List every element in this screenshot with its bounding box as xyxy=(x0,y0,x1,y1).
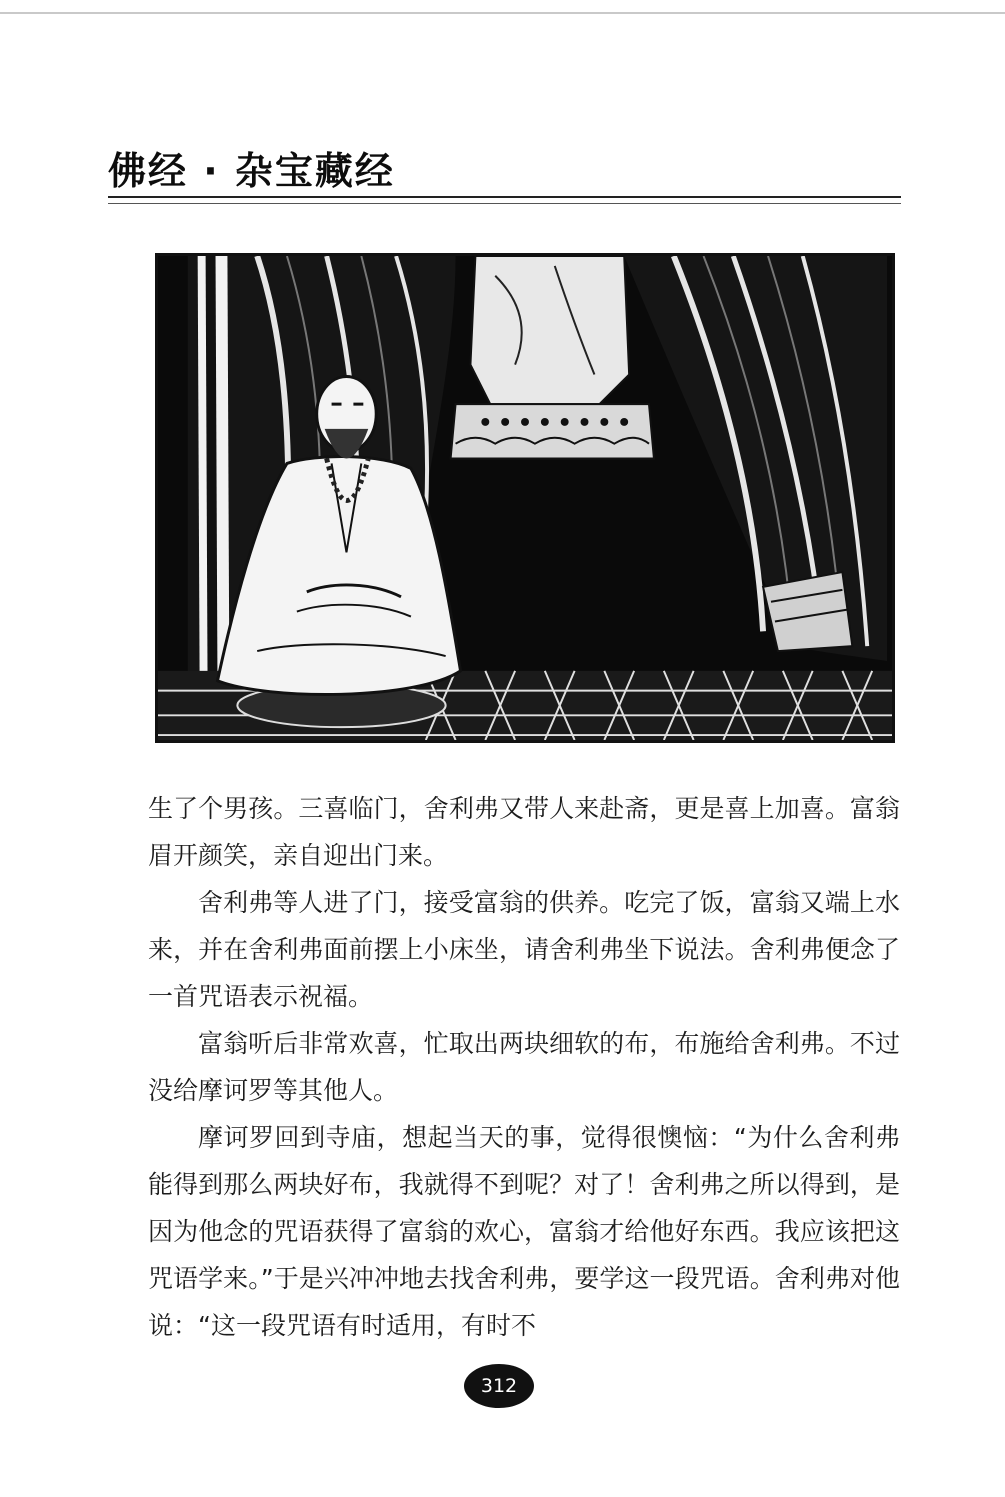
header-rule-thick xyxy=(108,196,901,198)
paragraph-3: 富翁听后非常欢喜，忙取出两块细软的布，布施给舍利弗。不过没给摩诃罗等其他人。 xyxy=(148,1029,900,1105)
illustration-drawing xyxy=(158,256,892,740)
body-text xyxy=(148,785,900,1349)
running-header-title: 佛经 · 杂宝藏经 xyxy=(108,149,395,193)
top-edge-rule xyxy=(0,12,1005,14)
seated-statue xyxy=(451,256,654,458)
paragraph-1: 生了个男孩。三喜临门，舍利弗又带人来赴斋，更是喜上加喜。富翁眉开颜笑，亲自迎出门来。 xyxy=(148,794,900,870)
page-number-badge: 312 xyxy=(464,1364,534,1408)
illustration-monk-before-shrine xyxy=(155,253,895,743)
paragraph-2: 舍利弗等人进了门，接受富翁的供养。吃完了饭，富翁又端上水来，并在舍利弗面前摆上小床坐，请舍利弗坐下说法。舍利弗便念了一首咒语表示祝福。 xyxy=(148,888,900,1011)
header-rule-thin xyxy=(108,203,901,204)
paragraph-4: 摩诃罗回到寺庙，想起当天的事，觉得很懊恼：“为什么舍利弗能得到那么两块好布，我就得不到呢？对了！舍利弗之所以得到，是因为他念的咒语获得了富翁的欢心，富翁才给他好东西。我应该把这咒语学来。”于是兴冲冲地去找舍利弗，要学这一段咒语。舍利弗对他说：“这一段咒语有时适用，有时不 xyxy=(148,1123,900,1340)
